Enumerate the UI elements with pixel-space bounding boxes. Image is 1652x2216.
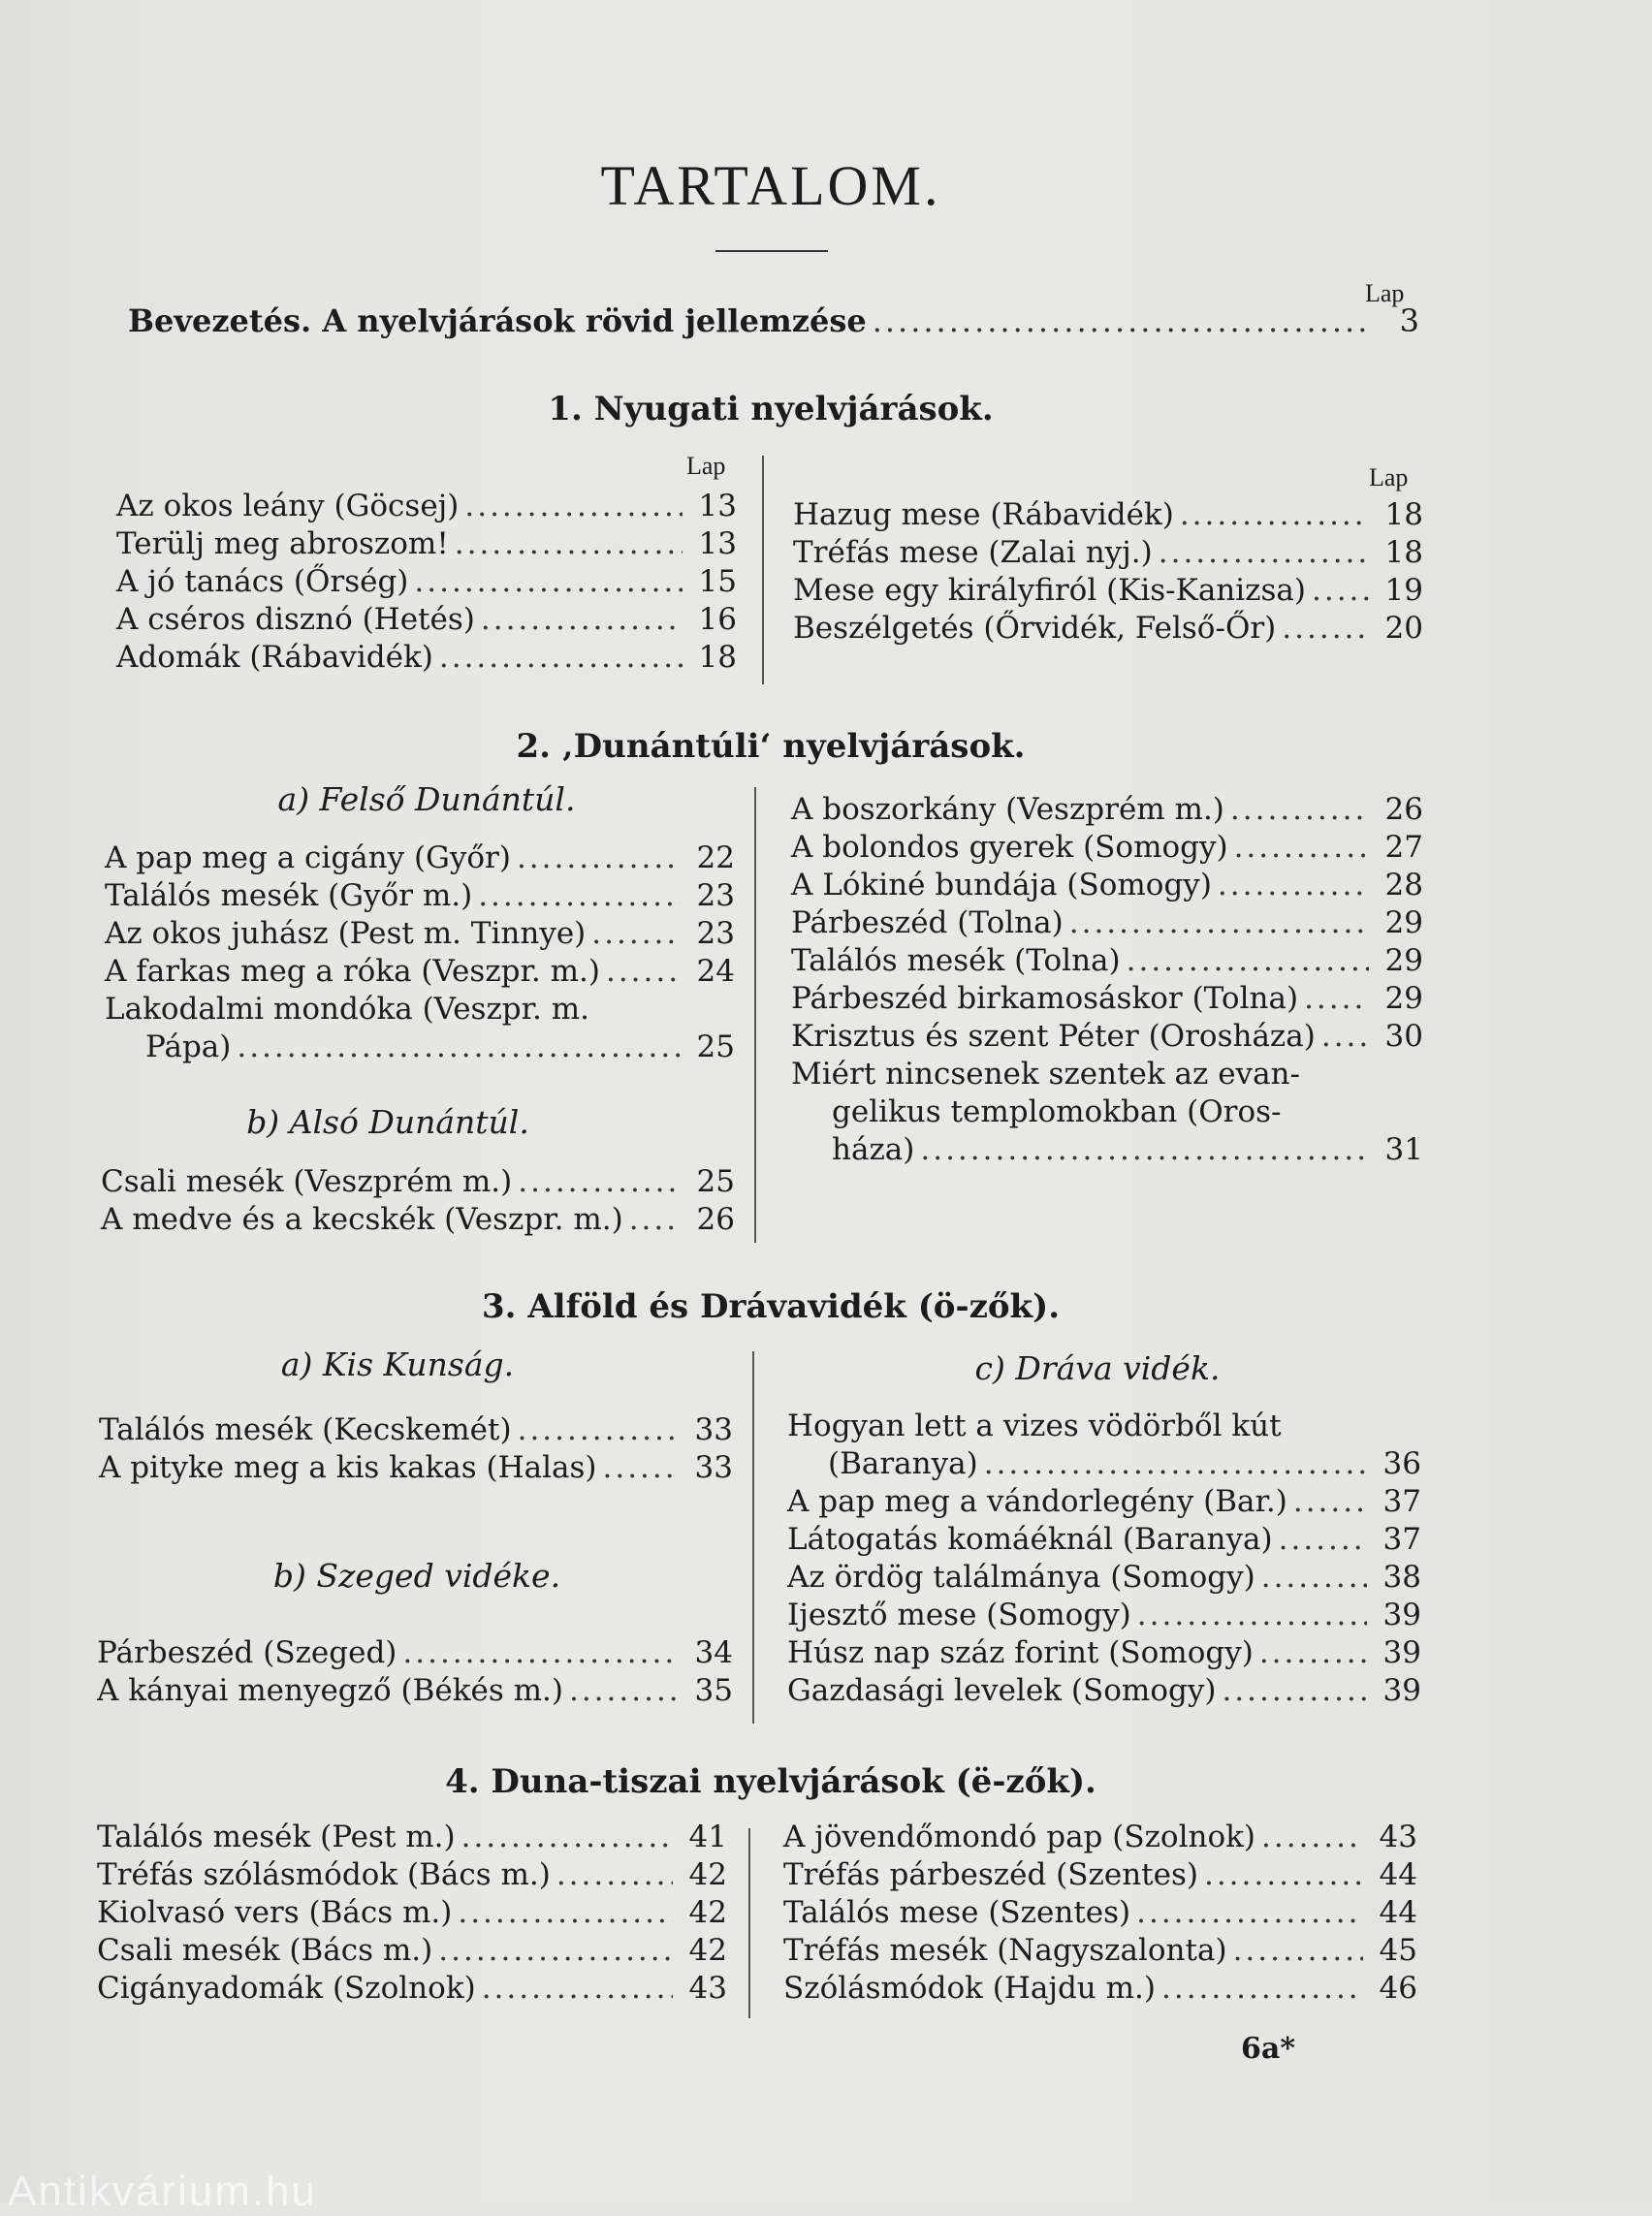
entry-title: Csali mesék (Bács m.) (97, 1933, 433, 1968)
list-item (99, 1411, 733, 1449)
section-4-left-list (97, 1819, 727, 2008)
entry-page: 28 (1384, 868, 1423, 902)
entry-page: 29 (1384, 981, 1423, 1016)
list-item: Pápa) ..... 25 (105, 1029, 735, 1066)
list-item: Miért nincsenek szentek az evan- (791, 1057, 1300, 1092)
list-item: (Baranya) ..... 36 (787, 1445, 1421, 1483)
list-item (791, 942, 1423, 980)
title-rule (715, 250, 828, 252)
list-item (97, 1970, 727, 2008)
entry-page: 22 (696, 840, 735, 875)
entry-title: Az ördög találmánya (Somogy) (787, 1560, 1255, 1595)
entry-page: 33 (694, 1412, 733, 1447)
list-item (97, 1819, 727, 1856)
section-1-left-list (116, 488, 737, 677)
entry-title: Párbeszéd (Szeged) (97, 1635, 397, 1670)
entry-page: 37 (1382, 1522, 1421, 1557)
entry-page: 34 (694, 1635, 733, 1670)
list-item (101, 1201, 735, 1239)
entry-title: Találós mesék (Tolna) (791, 943, 1121, 978)
entry-page: 43 (688, 1971, 727, 2006)
entry-title: Tréfás párbeszéd (Szentes) (783, 1857, 1198, 1892)
entry-page: 42 (688, 1895, 727, 1930)
entry-title: A Lókiné bundája (Somogy) (791, 868, 1212, 902)
list-item (97, 1672, 733, 1710)
entry-title: A pityke meg a kis kakas (Halas) (99, 1450, 597, 1485)
section-1-heading: 1. Nyugati nyelvjárások. (548, 390, 994, 428)
entry-title: A pap meg a cigány (Győr) (105, 840, 511, 875)
entry-title: Tréfás szólásmódok (Bács m.) (97, 1857, 551, 1892)
entry-page: 39 (1382, 1635, 1421, 1670)
list-item (787, 1597, 1421, 1634)
entry-title: A pap meg a vándorlegény (Bar.) (787, 1484, 1287, 1519)
watermark: Antikvárium.hu (8, 2168, 318, 2215)
entry-title: Kiolvasó vers (Bács m.) (97, 1895, 453, 1930)
section-2-sub-a: a) Felső Dunántúl. (277, 780, 576, 818)
entry-page: 15 (698, 564, 737, 599)
section-3-right-list (787, 1408, 1421, 1710)
list-item (105, 953, 735, 991)
section-3-sub-b: b) Szeged vidéke. (272, 1557, 561, 1595)
list-item (101, 1163, 735, 1201)
entry-page: 45 (1379, 1933, 1417, 1968)
entry-page: 39 (1382, 1673, 1421, 1708)
section-3-left-list-a (99, 1411, 733, 1487)
lap-label: Lap (1369, 463, 1409, 491)
list-item (116, 601, 737, 639)
list-item (105, 877, 735, 915)
section-2-heading: 2. ‚Dunántúli‘ nyelvjárások. (516, 727, 1026, 766)
list-item (787, 1634, 1421, 1672)
entry-page: 42 (688, 1857, 727, 1892)
list-item (787, 1672, 1421, 1710)
entry-title: Ijesztő mese (Somogy) (787, 1598, 1131, 1632)
list-item: Lakodalmi mondóka (Veszpr. m. (105, 992, 590, 1027)
list-item (97, 1634, 733, 1672)
column-divider (748, 1828, 750, 2018)
entry-title: Húsz nap száz forint (Somogy) (787, 1635, 1254, 1670)
entry-title: A jövendőmondó pap (Szolnok) (783, 1820, 1256, 1854)
entry-title: Találós mese (Szentes) (783, 1895, 1131, 1930)
list-item (783, 1932, 1417, 1970)
list-item (116, 639, 737, 677)
entry-page: 44 (1379, 1857, 1417, 1892)
entry-title: A medve és a kecskék (Veszpr. m.) (101, 1202, 623, 1237)
intro-title: Bevezetés. A nyelvjárások rövid jellemzése (128, 302, 867, 339)
entry-page: 23 (696, 916, 735, 951)
entry-page: 29 (1384, 943, 1423, 978)
page-title: TARTALOM. (600, 154, 941, 217)
section-1-right-list (793, 496, 1423, 648)
section-4-heading: 4. Duna-tiszai nyelvjárások (ë-zők). (445, 1762, 1096, 1801)
entry-title: Beszélgetés (Őrvidék, Felső-Őr) (793, 611, 1277, 646)
list-item (783, 1819, 1417, 1856)
entry-title: Tréfás mesék (Nagyszalonta) (783, 1933, 1227, 1968)
entry-page: 33 (694, 1450, 733, 1485)
intro-entry (128, 302, 1419, 353)
entry-page: 35 (694, 1673, 733, 1708)
section-2-sub-b: b) Alsó Dunántúl. (246, 1103, 529, 1141)
list-item (97, 1894, 727, 1932)
entry-page: 18 (698, 640, 737, 675)
entry-title: A farkas meg a róka (Veszpr. m.) (105, 954, 600, 989)
list-item: Hogyan lett a vizes vödörből kút (787, 1409, 1282, 1443)
entry-page: 20 (1384, 611, 1423, 646)
entry-page: 16 (698, 602, 737, 637)
entry-page: 41 (688, 1820, 727, 1854)
list-item: háza) ..... 31 (791, 1131, 1423, 1169)
lap-label: Lap (1365, 279, 1405, 307)
entry-page: 29 (1384, 905, 1423, 940)
entry-page: 37 (1382, 1484, 1421, 1519)
list-item (787, 1483, 1421, 1521)
section-2-left-list-b (101, 1163, 735, 1239)
entry-page: 26 (696, 1202, 735, 1237)
entry-title: Találós mesék (Győr m.) (105, 878, 473, 913)
list-item (793, 534, 1423, 572)
section-3-left-list-b (97, 1634, 733, 1710)
entry-page: 23 (696, 878, 735, 913)
lap-label: Lap (686, 452, 726, 480)
entry-title: Párbeszéd (Tolna) (791, 905, 1064, 940)
entry-title: Gazdasági levelek (Somogy) (787, 1673, 1217, 1708)
entry-title: A cséros disznó (Hetés) (116, 602, 475, 637)
list-item (116, 563, 737, 601)
signature-mark: 6a* (1241, 2032, 1296, 2066)
column-divider (752, 1351, 754, 1724)
section-2-right-list (791, 791, 1423, 1169)
entry-page: 24 (696, 954, 735, 989)
entry-title: Adomák (Rábavidék) (116, 640, 433, 675)
entry-page: 43 (1379, 1820, 1417, 1854)
entry-title: Találós mesék (Kecskemét) (99, 1412, 512, 1447)
list-item (791, 867, 1423, 904)
list-item (791, 904, 1423, 942)
section-3-sub-c: c) Dráva vidék. (974, 1349, 1221, 1387)
entry-title: Krisztus és szent Péter (Orosháza) (791, 1019, 1316, 1054)
list-item (97, 1856, 727, 1894)
list-item (783, 1970, 1417, 2008)
entry-page: 25 (696, 1164, 735, 1199)
section-2-left-list (105, 839, 735, 1066)
entry-title: A kányai menyegző (Békés m.) (97, 1673, 563, 1708)
entry-title: A bolondos gyerek (Somogy) (791, 830, 1228, 865)
entry-page: 13 (698, 526, 737, 561)
entry-title: Mese egy királyfiról (Kis-Kanizsa) (793, 573, 1306, 608)
list-item (787, 1559, 1421, 1597)
entry-page: 19 (1384, 573, 1423, 608)
entry-page: 13 (698, 489, 737, 523)
column-divider (754, 787, 756, 1243)
entry-title: Csali mesék (Veszprém m.) (101, 1164, 513, 1199)
entry-title: A boszorkány (Veszprém m.) (791, 792, 1224, 827)
entry-title: Az okos juhász (Pest m. Tinnye) (105, 916, 587, 951)
list-item (116, 488, 737, 525)
list-item (791, 1018, 1423, 1056)
entry-page: 18 (1384, 497, 1423, 532)
list-item (97, 1932, 727, 1970)
entry-page: 44 (1379, 1895, 1417, 1930)
entry-page: 39 (1382, 1598, 1421, 1632)
entry-title: Hazug mese (Rábavidék) (793, 497, 1174, 532)
entry-page: 38 (1382, 1560, 1421, 1595)
section-3-sub-a: a) Kis Kunság. (280, 1345, 515, 1383)
entry-title: Találós mesék (Pest m.) (97, 1820, 456, 1854)
list-item (116, 525, 737, 563)
entry-page: 26 (1384, 792, 1423, 827)
intro-page: 3 (1399, 302, 1419, 339)
list-item (787, 1521, 1421, 1559)
entry-title: A jó tanács (Őrség) (116, 564, 409, 599)
list-item (791, 791, 1423, 829)
entry-title: Látogatás komáéknál (Baranya) (787, 1522, 1273, 1557)
entry-page: 18 (1384, 535, 1423, 570)
list-item (783, 1894, 1417, 1932)
list-item (783, 1856, 1417, 1894)
list-item (105, 839, 735, 877)
section-4-right-list (783, 1819, 1417, 2008)
list-item (793, 496, 1423, 534)
list-item (791, 980, 1423, 1018)
section-3-heading: 3. Alföld és Drávavidék (ö-zők). (481, 1287, 1061, 1326)
entry-page: 46 (1379, 1971, 1417, 2006)
entry-title: Szólásmódok (Hajdu m.) (783, 1971, 1156, 2006)
entry-title: Az okos leány (Göcsej) (116, 489, 460, 523)
entry-page: 42 (688, 1933, 727, 1968)
list-item (105, 915, 735, 953)
entry-title: Tréfás mese (Zalai nyj.) (793, 535, 1153, 570)
entry-page: 30 (1384, 1019, 1423, 1054)
entry-title: Cigányadomák (Szolnok) (97, 1971, 476, 2006)
list-item (793, 610, 1423, 648)
entry-title: Terülj meg abroszom! (116, 526, 449, 561)
column-divider (762, 456, 764, 684)
list-item: gelikus templomokban (Oros- (832, 1094, 1282, 1129)
entry-page: 27 (1384, 830, 1423, 865)
entry-title: Párbeszéd birkamosáskor (Tolna) (791, 981, 1299, 1016)
list-item (793, 572, 1423, 610)
list-item (99, 1449, 733, 1487)
list-item (791, 829, 1423, 867)
